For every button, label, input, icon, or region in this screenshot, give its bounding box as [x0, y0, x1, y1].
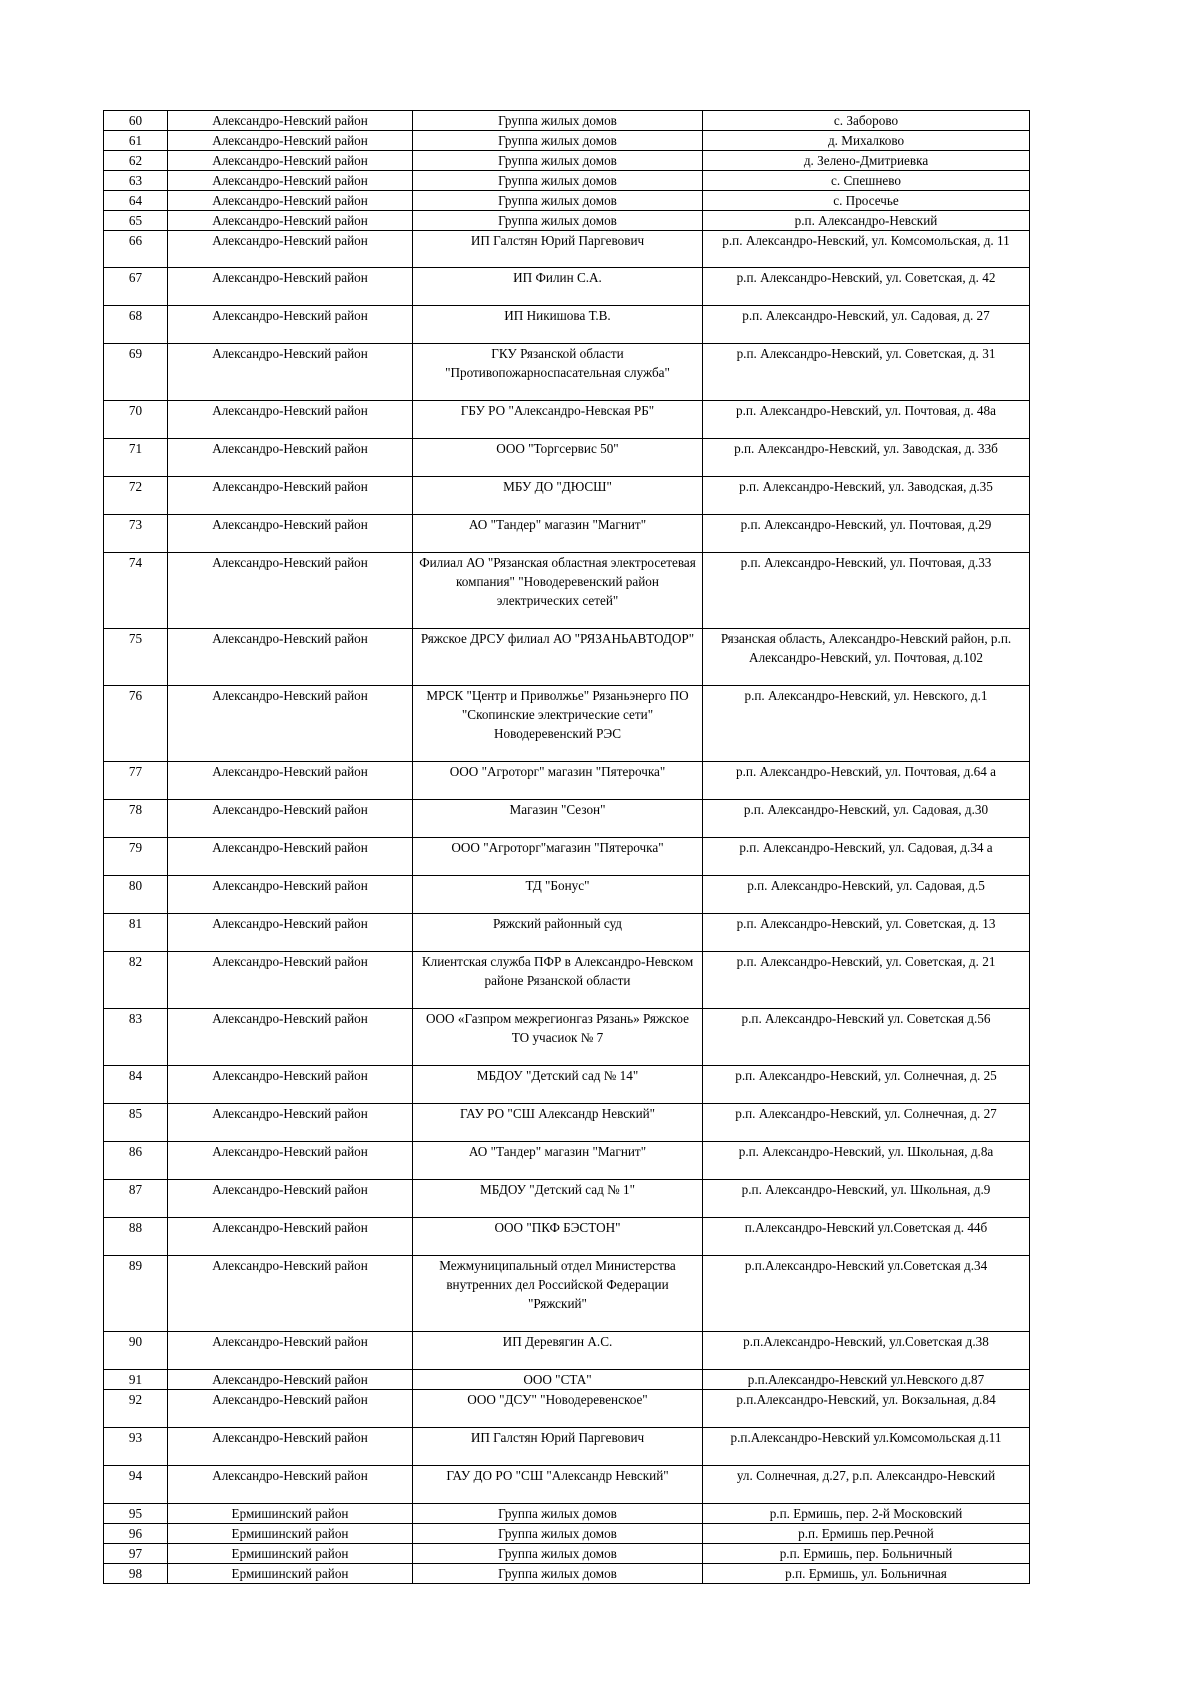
object-cell: ООО "СТА" — [413, 1370, 703, 1390]
row-number-cell: 87 — [104, 1180, 168, 1218]
address-cell: р.п.Александро-Невский, ул.Советская д.38 — [703, 1332, 1030, 1370]
table-row — [104, 191, 1030, 211]
table-body — [104, 111, 1030, 1584]
row-number-cell: 95 — [104, 1504, 168, 1524]
object-cell: Группа жилых домов — [413, 1524, 703, 1544]
address-cell: р.п. Александро-Невский ул. Советская д.56 — [703, 1009, 1030, 1066]
object-cell: ИП Галстян Юрий Паргевович — [413, 231, 703, 268]
address-cell: р.п. Александро-Невский, ул. Советская, д. 31 — [703, 344, 1030, 401]
address-cell: р.п. Александро-Невский, ул. Советская, д. 21 — [703, 952, 1030, 1009]
address-cell: р.п. Александро-Невский, ул. Почтовая, д.33 — [703, 553, 1030, 629]
district-cell: Ермишинский район — [168, 1564, 413, 1584]
object-cell: Группа жилых домов — [413, 111, 703, 131]
table-row — [104, 686, 1030, 762]
object-cell: Филиал АО "Рязанская областная электросетевая компания" "Новодеревенский район электрических сетей" — [413, 553, 703, 629]
table-row — [104, 1104, 1030, 1142]
object-cell: Ряжский районный суд — [413, 914, 703, 952]
address-cell: Рязанская область, Александро-Невский район, р.п. Александро-Невский, ул. Почтовая, д.102 — [703, 629, 1030, 686]
table-row — [104, 171, 1030, 191]
address-cell: р.п. Ермишь, пер. Больничный — [703, 1544, 1030, 1564]
object-cell: Группа жилых домов — [413, 211, 703, 231]
district-cell: Александро-Невский район — [168, 1370, 413, 1390]
object-cell: ООО «Газпром межрегионгаз Рязань» Ряжское ТО учасиок № 7 — [413, 1009, 703, 1066]
table-row — [104, 838, 1030, 876]
address-cell: р.п. Ермишь, пер. 2-й Московский — [703, 1504, 1030, 1524]
table-row — [104, 1466, 1030, 1504]
row-number-cell: 90 — [104, 1332, 168, 1370]
district-cell: Александро-Невский район — [168, 914, 413, 952]
address-cell: с. Просечье — [703, 191, 1030, 211]
district-cell: Александро-Невский район — [168, 1390, 413, 1428]
table-row — [104, 1009, 1030, 1066]
table-row — [104, 268, 1030, 306]
object-cell: ИП Никишова Т.В. — [413, 306, 703, 344]
district-cell: Ермишинский район — [168, 1524, 413, 1544]
district-cell: Александро-Невский район — [168, 762, 413, 800]
address-cell: д. Зелено-Дмитриевка — [703, 151, 1030, 171]
object-cell: Группа жилых домов — [413, 191, 703, 211]
object-cell: ИП Филин С.А. — [413, 268, 703, 306]
address-cell: р.п. Александро-Невский, ул. Солнечная, д. 25 — [703, 1066, 1030, 1104]
address-cell: р.п.Александро-Невский, ул. Вокзальная, д.84 — [703, 1390, 1030, 1428]
object-cell: Группа жилых домов — [413, 151, 703, 171]
table-row — [104, 1142, 1030, 1180]
object-cell: ГБУ РО "Александро-Невская РБ" — [413, 401, 703, 439]
address-cell: р.п. Александро-Невский, ул. Комсомольская, д. 11 — [703, 231, 1030, 268]
object-cell: МБДОУ "Детский сад № 1" — [413, 1180, 703, 1218]
row-number-cell: 89 — [104, 1256, 168, 1332]
table-row — [104, 1428, 1030, 1466]
district-cell: Александро-Невский район — [168, 1218, 413, 1256]
row-number-cell: 68 — [104, 306, 168, 344]
table-row — [104, 1332, 1030, 1370]
table-row — [104, 477, 1030, 515]
row-number-cell: 70 — [104, 401, 168, 439]
district-cell: Александро-Невский район — [168, 1104, 413, 1142]
row-number-cell: 71 — [104, 439, 168, 477]
district-cell: Александро-Невский район — [168, 800, 413, 838]
table-row — [104, 1544, 1030, 1564]
object-cell: ООО "Агроторг" магазин "Пятерочка" — [413, 762, 703, 800]
object-cell: Группа жилых домов — [413, 1544, 703, 1564]
row-number-cell: 65 — [104, 211, 168, 231]
table-row — [104, 1370, 1030, 1390]
object-cell: ГКУ Рязанской области "Противопожарноспасательная служба" — [413, 344, 703, 401]
object-cell: ИП Галстян Юрий Паргевович — [413, 1428, 703, 1466]
district-cell: Александро-Невский район — [168, 111, 413, 131]
row-number-cell: 80 — [104, 876, 168, 914]
table-row — [104, 306, 1030, 344]
address-cell: р.п. Александро-Невский, ул. Советская, д. 13 — [703, 914, 1030, 952]
table-row — [104, 553, 1030, 629]
object-cell: ООО "Агроторг"магазин "Пятерочка" — [413, 838, 703, 876]
district-cell: Александро-Невский район — [168, 686, 413, 762]
row-number-cell: 79 — [104, 838, 168, 876]
district-cell: Александро-Невский район — [168, 553, 413, 629]
row-number-cell: 93 — [104, 1428, 168, 1466]
address-cell: р.п. Ермишь, ул. Больничная — [703, 1564, 1030, 1584]
object-cell: ИП Деревягин А.С. — [413, 1332, 703, 1370]
address-cell: р.п.Александро-Невский ул.Невского д.87 — [703, 1370, 1030, 1390]
row-number-cell: 94 — [104, 1466, 168, 1504]
table-row — [104, 111, 1030, 131]
address-cell: р.п. Александро-Невский, ул. Садовая, д. 27 — [703, 306, 1030, 344]
address-cell: р.п. Александро-Невский, ул. Почтовая, д.64 а — [703, 762, 1030, 800]
table-row — [104, 131, 1030, 151]
district-cell: Александро-Невский район — [168, 629, 413, 686]
address-cell: с. Спешнево — [703, 171, 1030, 191]
row-number-cell: 77 — [104, 762, 168, 800]
row-number-cell: 67 — [104, 268, 168, 306]
object-cell: МБУ ДО "ДЮСШ" — [413, 477, 703, 515]
table-row — [104, 1390, 1030, 1428]
row-number-cell: 61 — [104, 131, 168, 151]
row-number-cell: 74 — [104, 553, 168, 629]
row-number-cell: 76 — [104, 686, 168, 762]
district-cell: Александро-Невский район — [168, 171, 413, 191]
row-number-cell: 92 — [104, 1390, 168, 1428]
address-cell: р.п. Александро-Невский, ул. Почтовая, д. 48а — [703, 401, 1030, 439]
table-row — [104, 515, 1030, 553]
row-number-cell: 63 — [104, 171, 168, 191]
district-cell: Александро-Невский район — [168, 151, 413, 171]
object-cell: ТД "Бонус" — [413, 876, 703, 914]
object-cell: Ряжское ДРСУ филиал АО "РЯЗАНЬАВТОДОР" — [413, 629, 703, 686]
address-cell: р.п.Александро-Невский ул.Комсомольская д.11 — [703, 1428, 1030, 1466]
address-cell: р.п. Александро-Невский, ул. Заводская, д. 33б — [703, 439, 1030, 477]
table-row — [104, 231, 1030, 268]
table-row — [104, 1218, 1030, 1256]
addresses-table — [103, 110, 1030, 1584]
address-cell: р.п. Александро-Невский, ул. Садовая, д.5 — [703, 876, 1030, 914]
object-cell: Группа жилых домов — [413, 1564, 703, 1584]
object-cell: МБДОУ "Детский сад № 14" — [413, 1066, 703, 1104]
table-row — [104, 800, 1030, 838]
row-number-cell: 78 — [104, 800, 168, 838]
address-cell: ул. Солнечная, д.27, р.п. Александро-Невский — [703, 1466, 1030, 1504]
district-cell: Александро-Невский район — [168, 952, 413, 1009]
table-row — [104, 401, 1030, 439]
district-cell: Александро-Невский район — [168, 131, 413, 151]
row-number-cell: 96 — [104, 1524, 168, 1544]
table-row — [104, 1524, 1030, 1544]
row-number-cell: 81 — [104, 914, 168, 952]
table-row — [104, 629, 1030, 686]
table-row — [104, 762, 1030, 800]
object-cell: ООО "ПКФ БЭСТОН" — [413, 1218, 703, 1256]
address-cell: р.п. Александро-Невский, ул. Советская, д. 42 — [703, 268, 1030, 306]
address-cell: р.п. Александро-Невский, ул. Почтовая, д.29 — [703, 515, 1030, 553]
row-number-cell: 86 — [104, 1142, 168, 1180]
row-number-cell: 82 — [104, 952, 168, 1009]
row-number-cell: 69 — [104, 344, 168, 401]
object-cell: Группа жилых домов — [413, 1504, 703, 1524]
object-cell: ООО "ДСУ" "Новодеревенское" — [413, 1390, 703, 1428]
district-cell: Александро-Невский район — [168, 231, 413, 268]
table-row — [104, 1066, 1030, 1104]
address-cell: р.п. Александро-Невский — [703, 211, 1030, 231]
row-number-cell: 84 — [104, 1066, 168, 1104]
object-cell: ООО "Торгсервис 50" — [413, 439, 703, 477]
object-cell: Группа жилых домов — [413, 171, 703, 191]
object-cell: Группа жилых домов — [413, 131, 703, 151]
object-cell: МРСК "Центр и Приволжье" Рязаньэнерго ПО "Скопинские электрические сети" Новодеревенский РЭС — [413, 686, 703, 762]
table-row — [104, 344, 1030, 401]
district-cell: Александро-Невский район — [168, 1256, 413, 1332]
table-row — [104, 1180, 1030, 1218]
row-number-cell: 91 — [104, 1370, 168, 1390]
row-number-cell: 72 — [104, 477, 168, 515]
table-row — [104, 211, 1030, 231]
district-cell: Александро-Невский район — [168, 439, 413, 477]
address-cell: р.п. Александро-Невский, ул. Школьная, д.9 — [703, 1180, 1030, 1218]
address-cell: р.п. Александро-Невский, ул. Школьная, д.8а — [703, 1142, 1030, 1180]
table-row — [104, 1256, 1030, 1332]
address-cell: р.п. Ермишь пер.Речной — [703, 1524, 1030, 1544]
district-cell: Александро-Невский район — [168, 401, 413, 439]
row-number-cell: 62 — [104, 151, 168, 171]
table-row — [104, 151, 1030, 171]
table-row — [104, 439, 1030, 477]
address-cell: р.п. Александро-Невский, ул. Садовая, д.34 а — [703, 838, 1030, 876]
district-cell: Александро-Невский район — [168, 1332, 413, 1370]
row-number-cell: 88 — [104, 1218, 168, 1256]
row-number-cell: 98 — [104, 1564, 168, 1584]
district-cell: Александро-Невский район — [168, 1466, 413, 1504]
address-cell: с. Заборово — [703, 111, 1030, 131]
district-cell: Александро-Невский район — [168, 1009, 413, 1066]
address-cell: р.п.Александро-Невский ул.Советская д.34 — [703, 1256, 1030, 1332]
address-cell: р.п. Александро-Невский, ул. Невского, д.1 — [703, 686, 1030, 762]
district-cell: Александро-Невский район — [168, 838, 413, 876]
table-row — [104, 1564, 1030, 1584]
row-number-cell: 64 — [104, 191, 168, 211]
object-cell: АО "Тандер" магазин "Магнит" — [413, 1142, 703, 1180]
address-cell: р.п. Александро-Невский, ул. Солнечная, д. 27 — [703, 1104, 1030, 1142]
row-number-cell: 85 — [104, 1104, 168, 1142]
address-cell: п.Александро-Невский ул.Советская д. 44б — [703, 1218, 1030, 1256]
table-row — [104, 952, 1030, 1009]
district-cell: Ермишинский район — [168, 1544, 413, 1564]
district-cell: Александро-Невский район — [168, 1142, 413, 1180]
object-cell: АО "Тандер" магазин "Магнит" — [413, 515, 703, 553]
object-cell: ГАУ РО "СШ Александр Невский" — [413, 1104, 703, 1142]
row-number-cell: 66 — [104, 231, 168, 268]
row-number-cell: 60 — [104, 111, 168, 131]
object-cell: Межмуниципальный отдел Министерства внутренних дел Российской Федерации "Ряжский" — [413, 1256, 703, 1332]
row-number-cell: 73 — [104, 515, 168, 553]
table-row — [104, 876, 1030, 914]
district-cell: Александро-Невский район — [168, 1180, 413, 1218]
district-cell: Александро-Невский район — [168, 211, 413, 231]
district-cell: Александро-Невский район — [168, 876, 413, 914]
district-cell: Ермишинский район — [168, 1504, 413, 1524]
district-cell: Александро-Невский район — [168, 515, 413, 553]
row-number-cell: 75 — [104, 629, 168, 686]
address-cell: д. Михалково — [703, 131, 1030, 151]
object-cell: Клиентская служба ПФР в Александро-Невском районе Рязанской области — [413, 952, 703, 1009]
district-cell: Александро-Невский район — [168, 344, 413, 401]
district-cell: Александро-Невский район — [168, 477, 413, 515]
district-cell: Александро-Невский район — [168, 268, 413, 306]
object-cell: ГАУ ДО РО "СШ "Александр Невский" — [413, 1466, 703, 1504]
table-row — [104, 1504, 1030, 1524]
address-cell: р.п. Александро-Невский, ул. Заводская, д.35 — [703, 477, 1030, 515]
address-cell: р.п. Александро-Невский, ул. Садовая, д.30 — [703, 800, 1030, 838]
district-cell: Александро-Невский район — [168, 1066, 413, 1104]
district-cell: Александро-Невский район — [168, 1428, 413, 1466]
row-number-cell: 97 — [104, 1544, 168, 1564]
row-number-cell: 83 — [104, 1009, 168, 1066]
district-cell: Александро-Невский район — [168, 191, 413, 211]
object-cell: Магазин "Сезон" — [413, 800, 703, 838]
table-row — [104, 914, 1030, 952]
district-cell: Александро-Невский район — [168, 306, 413, 344]
